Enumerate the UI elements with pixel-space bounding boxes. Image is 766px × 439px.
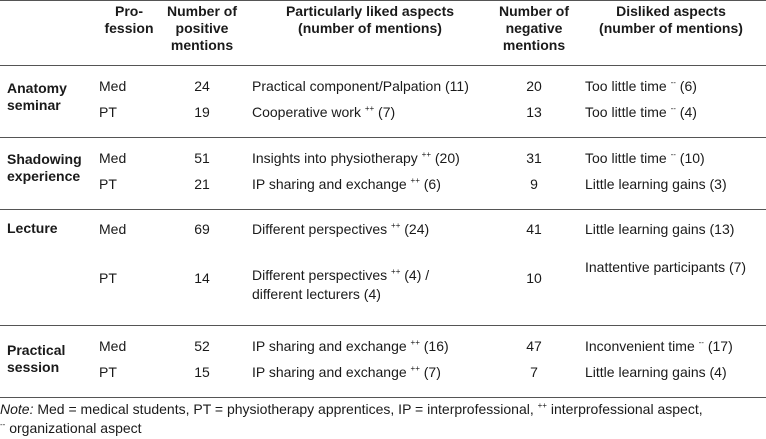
profession-cell: Med (99, 150, 127, 166)
table-bottom-rule (0, 397, 766, 398)
positive-count-cell: 15 (194, 364, 210, 380)
group-divider-1 (0, 137, 766, 138)
negative-count-cell: 47 (526, 338, 542, 354)
positive-count-cell: 21 (194, 176, 210, 192)
negative-count-cell: 13 (526, 104, 542, 120)
organizational-aspect-mark: -- (670, 150, 676, 159)
interprofessional-aspect-mark: ++ (391, 267, 401, 276)
disliked-aspect-cell: Little learning gains (13) (585, 221, 735, 237)
liked-aspect-cell: Different perspectives ++ (24) (252, 221, 430, 237)
interprofessional-aspect-mark: ++ (410, 338, 420, 347)
disliked-aspect-cell: Inattentive participants (7) (585, 259, 747, 275)
interprofessional-aspect-mark: ++ (364, 104, 375, 113)
disliked-aspect-cell: Too little time -- (10) (585, 150, 705, 166)
profession-cell: PT (99, 364, 117, 380)
note-label: Note: (0, 401, 34, 417)
liked-aspect-cell: IP sharing and exchange ++ (6) (252, 176, 441, 192)
organizational-aspect-mark: -- (670, 78, 676, 87)
interprofessional-aspect-mark: ++ (421, 150, 431, 159)
organizational-aspect-mark: -- (670, 104, 676, 113)
header-disliked-aspects: Disliked aspects (number of mentions) (599, 3, 743, 36)
positive-count-cell: 52 (194, 338, 210, 354)
disliked-aspect-cell: Little learning gains (3) (585, 176, 727, 192)
liked-aspect-cell: Insights into physiotherapy ++ (20) (252, 150, 460, 166)
interprofessional-aspect-mark: ++ (410, 176, 420, 185)
header-negative-mentions: Number of negative mentions (499, 3, 569, 53)
positive-count-cell: 69 (194, 221, 210, 237)
negative-count-cell: 41 (526, 221, 542, 237)
disliked-aspect-cell: Too little time -- (4) (585, 104, 697, 120)
negative-count-cell: 31 (526, 150, 542, 166)
profession-cell: PT (99, 176, 117, 192)
group-name-shadowing-experience: Shadowing experience (7, 151, 82, 184)
group-name-anatomy-seminar: Anatomy seminar (7, 80, 67, 113)
disliked-aspect-cell: Little learning gains (4) (585, 364, 727, 380)
disliked-aspect-cell: Too little time -- (6) (585, 78, 697, 94)
positive-count-cell: 19 (194, 104, 210, 120)
profession-cell: Med (99, 78, 127, 94)
header-top-rule (0, 0, 766, 1)
liked-aspect-cell: IP sharing and exchange ++ (16) (252, 338, 449, 354)
positive-count-cell: 14 (194, 270, 210, 286)
header-bottom-rule (0, 65, 766, 66)
header-profession: Pro- fession (104, 3, 154, 36)
group-divider-3 (0, 325, 766, 326)
profession-cell: PT (99, 104, 117, 120)
group-name-practical-session: Practical session (7, 342, 66, 375)
header-liked-aspects: Particularly liked aspects (number of mentions) (285, 3, 455, 36)
negative-count-cell: 7 (530, 364, 538, 380)
interprofessional-aspect-mark: ++ (410, 364, 420, 373)
negative-count-cell: 10 (526, 270, 542, 286)
profession-cell: Med (99, 221, 127, 237)
profession-cell: Med (99, 338, 127, 354)
profession-cell: PT (99, 270, 117, 286)
organizational-aspect-mark: -- (0, 420, 6, 429)
organizational-aspect-mark: -- (698, 338, 704, 347)
positive-count-cell: 24 (194, 78, 210, 94)
liked-aspect-cell: IP sharing and exchange ++ (7) (252, 364, 441, 380)
liked-aspect-cell: Different perspectives ++ (4) / different lecturers (4) (252, 267, 430, 302)
liked-aspect-cell: Cooperative work ++ (7) (252, 104, 396, 120)
negative-count-cell: 9 (530, 176, 538, 192)
disliked-aspect-cell: Inconvenient time -- (17) (585, 338, 733, 354)
liked-aspect-cell: Practical component/Palpation (11) (252, 78, 469, 94)
header-positive-mentions: Number of positive mentions (167, 3, 237, 53)
negative-count-cell: 20 (526, 78, 542, 94)
group-name-lecture: Lecture (7, 220, 58, 236)
interprofessional-aspect-mark: ++ (537, 401, 547, 410)
table-note: Note: Med = medical students, PT = physiotherapy apprentices, IP = interprofessional, ++ interprofessional aspect, -- organizational aspect (0, 401, 703, 436)
group-divider-2 (0, 209, 766, 210)
positive-count-cell: 51 (194, 150, 210, 166)
interprofessional-aspect-mark: ++ (391, 221, 401, 230)
